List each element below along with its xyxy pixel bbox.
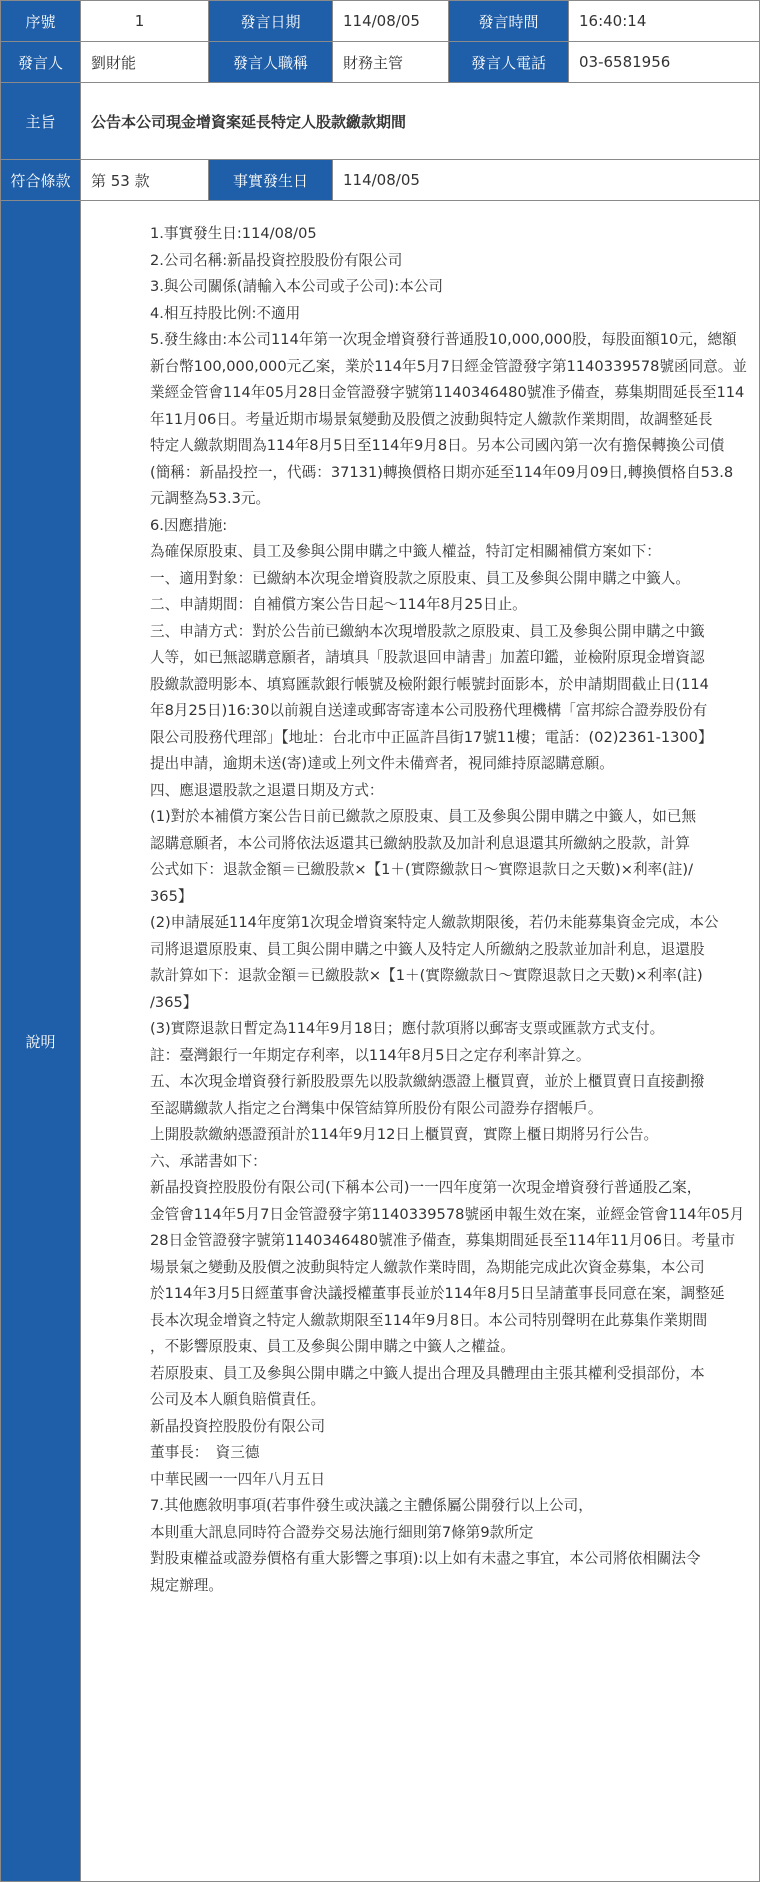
description-line: 若原股東、員工及參與公開申購之中籤人提出合理及具體理由主張其權利受損部份，本	[150, 1364, 705, 1382]
date-label: 發言日期	[209, 1, 333, 42]
description-line: (2)申請展延114年度第1次現金增資案特定人繳款期限後，若仍未能募集資金完成，本公	[150, 914, 719, 931]
row-seq-date-time	[1, 1, 760, 42]
description-line: 特定人繳款期間為114年8月5日至114年9月8日。另本公司國內第一次有擔保轉換公司債	[150, 437, 725, 454]
description-line: /365】	[150, 993, 198, 1011]
description-line: 6.因應措施:	[150, 516, 228, 534]
description-line: 董事長： 資三德	[150, 1444, 260, 1461]
speaker-label: 發言人	[1, 42, 81, 83]
description-line: 中華民國一一四年八月五日	[150, 1470, 326, 1488]
speaker-title-value: 財務主管	[333, 42, 449, 83]
description-label: 說明	[1, 201, 81, 1882]
description-line: 28日金管證發字號第1140346480號准予備查，募集期間延長至114年11月06日。考量市	[150, 1232, 736, 1249]
event-date-label: 事實發生日	[209, 160, 333, 201]
description-line: 年11月06日。考量近期市場景氣變動及股價之波動與特定人繳款作業期間，故調整延長	[150, 410, 713, 428]
description-lines	[81, 221, 759, 1599]
seq-label: 序號	[1, 1, 81, 42]
phone-label: 發言人電話	[449, 42, 569, 83]
description-line: 於114年3月5日經董事會決議授權董事長並於114年8月5日呈請董事長同意在案，調整延	[150, 1285, 725, 1302]
description-line: 規定辦理。	[150, 1576, 223, 1594]
description-line: 4.相互持股比例:不適用	[150, 304, 301, 322]
description-line: 新台幣100,000,000元乙案，業於114年5月7日經金管證發字第1140339578號函同意。並	[150, 357, 747, 375]
description-line: 2.公司名稱:新晶投資控股股份有限公司	[150, 251, 403, 269]
description-line: 註：臺灣銀行一年期定存利率，以114年8月5日之定存利率計算之。	[150, 1046, 591, 1064]
description-body	[81, 201, 760, 1882]
row-subject	[1, 83, 760, 160]
description-line: 人等，如已無認購意願者，請填具「股款退回申請書」加蓋印鑑，並檢附原現金增資認	[150, 649, 705, 666]
subject-label: 主旨	[1, 83, 81, 160]
description-line: 新晶投資控股股份有限公司(下稱本公司)一一四年度第一次現金增資發行普通股乙案，	[150, 1179, 702, 1196]
description-line: 5.發生緣由:本公司114年第一次現金增資發行普通股10,000,000股，每股面額10元，總額	[150, 331, 737, 348]
description-line: 股繳款證明影本、填寫匯款銀行帳號及檢附銀行帳號封面影本，於申請期間截止日(114	[150, 675, 709, 693]
description-line: (3)實際退款日暫定為114年9月18日；應付款項將以郵寄支票或匯款方式支付。	[150, 1020, 665, 1037]
seq-value: 1	[81, 1, 209, 42]
description-line: 提出申請，逾期未送(寄)達或上列文件未備齊者，視同維持原認購意願。	[150, 755, 614, 772]
row-description	[1, 201, 760, 1882]
speaker-value: 劉財能	[81, 42, 209, 83]
description-line: 二、申請期間：自補償方案公告日起～114年8月25日止。	[150, 596, 527, 613]
description-line: 限公司股務代理部」【地址：台北市中正區許昌街17號11樓；電話：(02)2361-1300】	[150, 728, 713, 746]
description-line: (簡稱：新晶投控一，代碼：37131)轉換價格日期亦延至114年09月09日,轉換價格自53.8	[150, 463, 734, 481]
description-line: 六、承諾書如下：	[150, 1152, 267, 1170]
description-line: 對股東權益或證券價格有重大影響之事項):以上如有未盡之事宜，本公司將依相關法令	[150, 1550, 701, 1567]
clause-label: 符合條款	[1, 160, 81, 201]
description-line: 司將退還原股東、員工與公開申購之中籤人及特定人所繳納之股款並加計利息，退還股	[150, 940, 705, 958]
description-line: 三、申請方式：對於公告前已繳納本次現增股款之原股東、員工及參與公開申購之中籤	[150, 622, 705, 640]
description-line: 金管會114年5月7日金管證發字第1140339578號函申報生效在案，並經金管會114年05月	[150, 1205, 745, 1223]
description-line: 本則重大訊息同時符合證券交易法施行細則第7條第9款所定	[150, 1523, 534, 1541]
description-line: 年8月25日)16:30以前親自送達或郵寄寄達本公司股務代理機構「富邦綜合證券股份有	[150, 702, 708, 719]
description-line: 元調整為53.3元。	[150, 490, 271, 507]
description-line: 場景氣之變動及股價之波動與特定人繳款作業時間，為期能完成此次資金募集，本公司	[150, 1258, 705, 1276]
description-line: 業經金管會114年05月28日金管證發字號第1140346480號准予備查，募集期間延長至114	[150, 384, 745, 401]
phone-value: 03-6581956	[569, 42, 760, 83]
time-value: 16:40:14	[569, 1, 760, 42]
description-line: 至認購繳款人指定之台灣集中保管結算所股份有限公司證券存摺帳戶。	[150, 1099, 603, 1117]
description-line: 1.事實發生日:114/08/05	[150, 225, 317, 242]
description-line: 五、本次現金增資發行新股股票先以股款繳納憑證上櫃買賣，並於上櫃買賣日直接劃撥	[150, 1073, 705, 1090]
description-line: 長本次現金增資之特定人繳款期限至114年9月8日。本公司特別聲明在此募集作業期間	[150, 1311, 708, 1329]
description-line: 款計算如下：退款金額＝已繳股款×【1＋(實際繳款日～實際退款日之天數)×利率(註)	[150, 967, 703, 984]
description-line: (1)對於本補償方案公告日前已繳款之原股東、員工及參與公開申購之中籤人，如已無	[150, 808, 697, 825]
subject-value: 公告本公司現金增資案延長特定人股款繳款期間	[81, 83, 760, 160]
speaker-title-label: 發言人職稱	[209, 42, 333, 83]
description-line: 為確保原股東、員工及參與公開申購之中籤人權益，特訂定相關補償方案如下：	[150, 543, 661, 560]
description-line: 四、應退還股款之退還日期及方式：	[150, 781, 384, 799]
description-line: 公式如下：退款金額＝已繳股款×【1＋(實際繳款日～實際退款日之天數)×利率(註)/	[150, 861, 694, 878]
description-line: 一、適用對象：已繳納本次現金增資股款之原股東、員工及參與公開申購之中籤人。	[150, 569, 690, 587]
row-speaker	[1, 42, 760, 83]
description-line: 認購意願者，本公司將依法返還其已繳納股款及加計利息退還其所繳納之股款，計算	[150, 834, 690, 852]
description-line: 365】	[150, 887, 193, 905]
description-line: ，不影響原股東、員工及參與公開申購之中籤人之權益。	[150, 1338, 515, 1355]
description-line: 公司及本人願負賠償責任。	[150, 1391, 326, 1408]
row-clause	[1, 160, 760, 201]
description-line: 7.其他應敘明事項(若事件發生或決議之主體係屬公開發行以上公司，	[150, 1497, 593, 1514]
time-label: 發言時間	[449, 1, 569, 42]
description-line: 上開股款繳納憑證預計於114年9月12日上櫃買賣，實際上櫃日期將另行公告。	[150, 1126, 659, 1143]
description-line: 3.與公司關係(請輸入本公司或子公司):本公司	[150, 278, 443, 295]
description-line: 新晶投資控股股份有限公司	[150, 1417, 326, 1435]
date-value: 114/08/05	[333, 1, 449, 42]
clause-value: 第 53 款	[81, 160, 209, 201]
event-date-value: 114/08/05	[333, 160, 760, 201]
